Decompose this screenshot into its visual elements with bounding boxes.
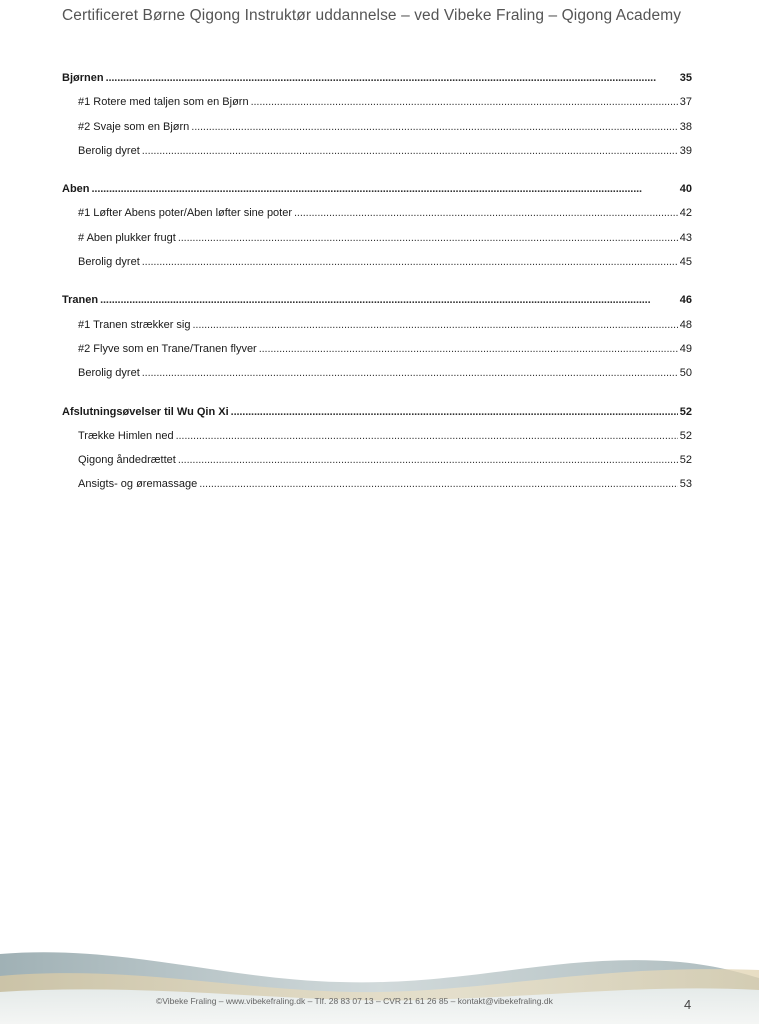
toc-entry-page: 49 <box>679 342 692 355</box>
toc-entry-page: 40 <box>679 183 692 196</box>
toc-entry-label: Berolig dyret <box>78 144 140 157</box>
toc-entry-label: Berolig dyret <box>78 367 140 380</box>
toc-entry-level2[interactable] <box>62 143 692 167</box>
toc-leader-dots <box>106 70 678 86</box>
toc-leader-dots <box>178 230 678 246</box>
toc-leader-dots <box>178 452 678 468</box>
toc-entry-label: #1 Løfter Abens poter/Aben løfter sine poter <box>78 207 293 220</box>
toc-leader-dots <box>100 292 678 308</box>
toc-section <box>62 181 692 278</box>
toc-entry-label: # Aben plukker frugt <box>78 231 176 244</box>
toc-leader-dots <box>294 205 678 221</box>
toc-leader-dots <box>191 119 677 135</box>
toc-entry-page: 43 <box>679 231 692 244</box>
toc-leader-dots <box>231 404 678 420</box>
toc-entry-level2[interactable] <box>62 365 692 389</box>
toc-entry-label: Berolig dyret <box>78 256 140 269</box>
toc-leader-dots <box>193 317 678 333</box>
toc-section <box>62 292 692 389</box>
toc-entry-page: 52 <box>679 405 692 418</box>
toc-entry-label: Ansigts- og øremassage <box>78 478 198 491</box>
toc-entry-page: 37 <box>679 96 692 109</box>
toc-leader-dots <box>92 181 678 197</box>
toc-entry-label: Tranen <box>62 294 99 307</box>
toc-entry-level2[interactable] <box>62 119 692 143</box>
toc-leader-dots <box>251 94 678 110</box>
toc-entry-level1[interactable] <box>62 181 692 205</box>
toc-entry-label: Qigong åndedrættet <box>78 454 176 467</box>
table-of-contents <box>62 70 692 515</box>
footer-wave-decoration <box>0 934 759 1024</box>
toc-entry-page: 50 <box>679 367 692 380</box>
toc-entry-level1[interactable] <box>62 292 692 316</box>
toc-entry-page: 39 <box>679 144 692 157</box>
toc-entry-label: Aben <box>62 183 90 196</box>
toc-entry-level2[interactable] <box>62 94 692 118</box>
toc-entry-label: Bjørnen <box>62 72 104 84</box>
toc-entry-label: Trække Himlen ned <box>78 429 174 442</box>
toc-leader-dots <box>199 476 678 492</box>
toc-entry-page: 48 <box>679 318 692 331</box>
toc-entry-label: #1 Rotere med taljen som en Bjørn <box>78 96 249 109</box>
toc-entry-page: 42 <box>679 207 692 220</box>
toc-entry-label: #1 Tranen strækker sig <box>78 318 191 331</box>
toc-entry-level2[interactable] <box>62 205 692 229</box>
toc-entry-page: 52 <box>679 454 692 467</box>
toc-entry-label: #2 Svaje som en Bjørn <box>78 120 190 133</box>
toc-leader-dots <box>142 143 678 159</box>
toc-entry-level1[interactable] <box>62 404 692 428</box>
toc-entry-page: 52 <box>679 429 692 442</box>
toc-leader-dots <box>259 341 678 357</box>
toc-entry-level2[interactable] <box>62 428 692 452</box>
page-header-title: Certificeret Børne Qigong Instruktør uddannelse – ved Vibeke Fraling – Qigong Academy <box>62 7 682 24</box>
page-number: 4 <box>684 997 692 1012</box>
toc-entry-page: 35 <box>679 72 692 84</box>
footer-contact-text: ©Vibeke Fraling – www.vibekefraling.dk – Tlf. 28 83 07 13 – CVR 21 61 26 85 – kontakt@vibekefraling.dk <box>156 996 553 1006</box>
toc-entry-page: 53 <box>679 478 692 491</box>
toc-entry-page: 46 <box>679 294 692 307</box>
toc-entry-level2[interactable] <box>62 230 692 254</box>
toc-section <box>62 70 692 167</box>
toc-entry-level2[interactable] <box>62 341 692 365</box>
toc-leader-dots <box>176 428 678 444</box>
toc-entry-level2[interactable] <box>62 452 692 476</box>
toc-entry-level2[interactable] <box>62 476 692 500</box>
toc-entry-label: Afslutningsøvelser til Wu Qin Xi <box>62 405 229 418</box>
toc-entry-page: 38 <box>679 120 692 133</box>
toc-entry-level2[interactable] <box>62 254 692 278</box>
toc-entry-page: 45 <box>679 256 692 269</box>
toc-entry-label: #2 Flyve som en Trane/Tranen flyver <box>78 342 257 355</box>
toc-leader-dots <box>142 254 678 270</box>
toc-section <box>62 404 692 501</box>
toc-entry-level1[interactable] <box>62 70 692 94</box>
toc-leader-dots <box>142 365 678 381</box>
toc-entry-level2[interactable] <box>62 317 692 341</box>
